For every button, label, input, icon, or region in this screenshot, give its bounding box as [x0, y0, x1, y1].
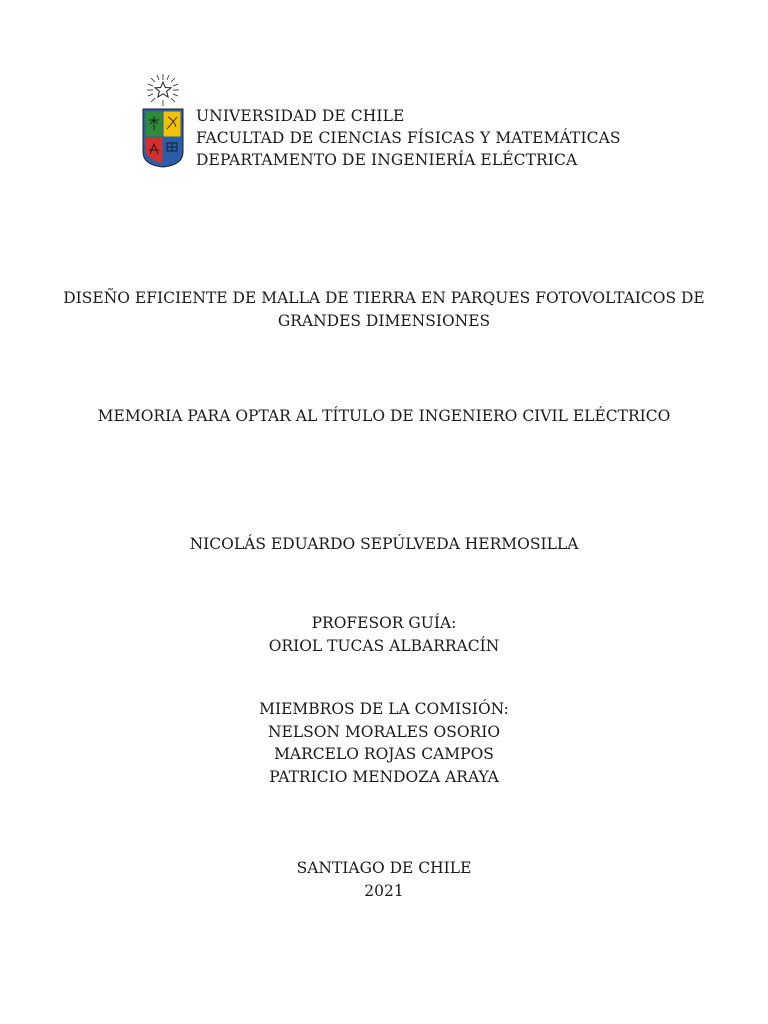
committee-block [0, 698, 768, 788]
author-block [0, 533, 768, 556]
year: 2021 [364, 881, 404, 900]
committee-member: PATRICIO MENDOZA ARAYA [269, 767, 499, 786]
degree-statement [0, 405, 768, 428]
thesis-title-line-1: DISEÑO EFICIENTE DE MALLA DE TIERRA EN PARQUES FOTOVOLTAICOS DE [63, 289, 705, 307]
university-of-chile-crest-icon [140, 72, 186, 168]
department-name: DEPARTAMENTO DE INGENIERÍA ELÉCTRICA [196, 151, 578, 169]
university-name: UNIVERSIDAD DE CHILE [196, 107, 405, 125]
degree-text: MEMORIA PARA OPTAR AL TÍTULO DE INGENIERO CIVIL ELÉCTRICO [97, 407, 671, 425]
author-name: NICOLÁS EDUARDO SEPÚLVEDA HERMOSILLA [189, 535, 579, 553]
place-date-block [0, 857, 768, 902]
institution-header [140, 72, 621, 171]
thesis-title-line-2: GRANDES DIMENSIONES [277, 311, 491, 330]
committee-member: MARCELO ROJAS CAMPOS [274, 745, 494, 763]
faculty-name: FACULTAD DE CIENCIAS FÍSICAS Y MATEMÁTICAS [196, 129, 621, 147]
advisor-label: PROFESOR GUÍA: [311, 614, 457, 632]
thesis-title [0, 287, 768, 332]
committee-member: NELSON MORALES OSORIO [267, 722, 501, 741]
advisor-name: ORIOL TUCAS ALBARRACÍN [268, 636, 500, 655]
institution-lines [196, 105, 621, 171]
advisor-block [0, 612, 768, 657]
city: SANTIAGO DE CHILE [296, 859, 472, 877]
committee-label: MIEMBROS DE LA COMISIÓN: [259, 700, 509, 718]
